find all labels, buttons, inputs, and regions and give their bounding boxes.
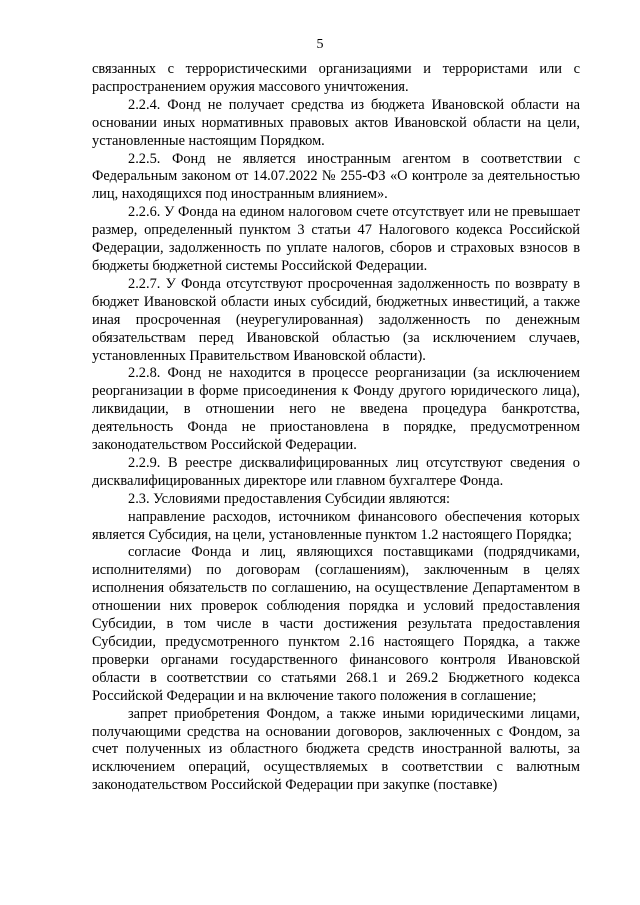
paragraph-2-2-9: 2.2.9. В реестре дисквалифицированных лиц отсутствуют сведения о дисквалифицированных директоре или главном бухгалтере Фонда. [92, 454, 580, 489]
paragraph-continuation: связанных с террористическими организациями и террористами или с распространением оружия массового уничтожения. [92, 61, 580, 95]
paragraph-2-3: 2.3. Условиями предоставления Субсидии являются: [128, 490, 450, 507]
paragraph-2-2-8: 2.2.8. Фонд не находится в процессе реорганизации (за исключением реорганизации в форме присоединения к Фонду другого юридического лица), ликвидации, в отношении него не введена процедура банкротства, деятельность Фонда не приостановлена в порядке, предусмотренном законодательством Российской Федерации. [92, 365, 580, 454]
paragraph-2-2-7: 2.2.7. У Фонда отсутствуют просроченная задолженность по возврату в бюджет Ивановской области иных субсидий, бюджетных инвестиций, а также иная просроченная (неурегулированная) задолженность по денежным обязательствам перед Ивановской областью (за исключением случаев, установленных Правительством Ивановской области). [92, 275, 580, 364]
document-body [92, 61, 580, 795]
paragraph-condition-expenses: направление расходов, источником финансового обеспечения которых является Субсидия, на цели, установленные пунктом 1.2 настоящего Порядка; [92, 508, 580, 543]
paragraph-condition-consent: согласие Фонда и лиц, являющихся поставщиками (подрядчиками, исполнителями) по договорам (соглашениям), заключенным в целях исполнения обязательств по соглашению, на осуществление Департаментом в отношении них проверок соблюдения порядка и условий предоставления Субсидии, в том числе в части достижения результата предоставления Субсидии, предусмотренного пунктом 2.16 настоящего Порядка, а также проверки органами государственного финансового контроля Ивановской области в соответствии со статьями 268.1 и 269.2 Бюджетного кодекса Российской Федерации и на включение такого положения в соглашение; [92, 544, 580, 704]
paragraph-2-2-4: 2.2.4. Фонд не получает средства из бюджета Ивановской области на основании иных нормативных правовых актов Ивановской области на цели, установленные настоящим Порядком. [92, 96, 580, 149]
paragraph-2-2-6: 2.2.6. У Фонда на едином налоговом счете отсутствует или не превышает размер, определенный пунктом 3 статьи 47 Налогового кодекса Российской Федерации, задолженность по уплате налогов, сборов и страховых взносов в бюджеты бюджетной системы Российской Федерации. [92, 204, 580, 274]
page-number: 5 [316, 37, 324, 52]
paragraph-condition-prohibition: запрет приобретения Фондом, а также иными юридическими лицами, получающими средства на основании договоров, заключенных с Фондом, за счет полученных из областного бюджета средств иностранной валюты, за исключением операций, осуществляемых в соответствии с валютным законодательством Российской Федерации при закупке (поставке) [92, 705, 580, 794]
paragraph-2-2-5: 2.2.5. Фонд не является иностранным агентом в соответствии с Федеральным законом от 14.07.2022 № 255-ФЗ «О контроле за деятельностью лиц, находящихся под иностранным влиянием». [92, 150, 580, 203]
